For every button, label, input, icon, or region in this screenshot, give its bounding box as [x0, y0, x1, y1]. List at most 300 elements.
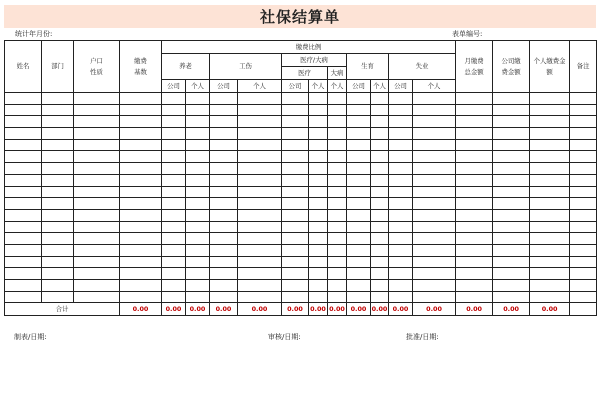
- table-cell[interactable]: [162, 256, 186, 268]
- table-cell[interactable]: [570, 163, 597, 175]
- table-cell[interactable]: [371, 174, 389, 186]
- table-cell[interactable]: [162, 221, 186, 233]
- table-cell[interactable]: [210, 116, 238, 128]
- table-cell[interactable]: [389, 174, 413, 186]
- table-cell[interactable]: [186, 209, 210, 221]
- table-cell[interactable]: [371, 268, 389, 280]
- table-cell[interactable]: [210, 233, 238, 245]
- table-cell[interactable]: [309, 128, 328, 140]
- table-cell[interactable]: [120, 268, 162, 280]
- table-cell[interactable]: [5, 174, 42, 186]
- table-cell[interactable]: [371, 233, 389, 245]
- table-cell[interactable]: [413, 151, 456, 163]
- table-cell[interactable]: [530, 116, 570, 128]
- table-cell[interactable]: [493, 186, 530, 198]
- table-cell[interactable]: [120, 128, 162, 140]
- table-cell[interactable]: [456, 256, 493, 268]
- table-cell[interactable]: [120, 174, 162, 186]
- table-cell[interactable]: [570, 104, 597, 116]
- table-cell[interactable]: [5, 209, 42, 221]
- table-cell[interactable]: [309, 163, 328, 175]
- table-cell[interactable]: [309, 104, 328, 116]
- table-cell[interactable]: [413, 174, 456, 186]
- table-cell[interactable]: [328, 151, 347, 163]
- table-cell[interactable]: [371, 151, 389, 163]
- table-cell[interactable]: [456, 93, 493, 105]
- table-cell[interactable]: [186, 256, 210, 268]
- table-cell[interactable]: [186, 280, 210, 292]
- table-cell[interactable]: [493, 151, 530, 163]
- table-cell[interactable]: [162, 174, 186, 186]
- table-cell[interactable]: [456, 163, 493, 175]
- table-cell[interactable]: [530, 186, 570, 198]
- table-cell[interactable]: [530, 128, 570, 140]
- table-cell[interactable]: [309, 268, 328, 280]
- table-cell[interactable]: [186, 116, 210, 128]
- table-cell[interactable]: [5, 151, 42, 163]
- table-cell[interactable]: [493, 139, 530, 151]
- table-cell[interactable]: [530, 139, 570, 151]
- table-cell[interactable]: [238, 209, 282, 221]
- table-cell[interactable]: [282, 221, 309, 233]
- table-cell[interactable]: [371, 116, 389, 128]
- table-cell[interactable]: [282, 186, 309, 198]
- table-cell[interactable]: [210, 221, 238, 233]
- table-cell[interactable]: [328, 209, 347, 221]
- table-cell[interactable]: [5, 256, 42, 268]
- table-cell[interactable]: [389, 244, 413, 256]
- table-cell[interactable]: [74, 174, 120, 186]
- table-cell[interactable]: [456, 139, 493, 151]
- table-cell[interactable]: [456, 268, 493, 280]
- table-cell[interactable]: [120, 198, 162, 210]
- table-cell[interactable]: [74, 128, 120, 140]
- table-cell[interactable]: [493, 280, 530, 292]
- table-cell[interactable]: [456, 174, 493, 186]
- table-cell[interactable]: [389, 104, 413, 116]
- table-cell[interactable]: [42, 116, 74, 128]
- table-cell[interactable]: [328, 116, 347, 128]
- table-cell[interactable]: [530, 221, 570, 233]
- table-cell[interactable]: [371, 163, 389, 175]
- table-cell[interactable]: [74, 116, 120, 128]
- table-cell[interactable]: [238, 244, 282, 256]
- table-cell[interactable]: [309, 186, 328, 198]
- table-cell[interactable]: [186, 128, 210, 140]
- table-cell[interactable]: [530, 209, 570, 221]
- table-cell[interactable]: [493, 128, 530, 140]
- table-cell[interactable]: [456, 198, 493, 210]
- table-cell[interactable]: [570, 268, 597, 280]
- table-cell[interactable]: [282, 163, 309, 175]
- table-cell[interactable]: [570, 116, 597, 128]
- table-cell[interactable]: [371, 139, 389, 151]
- table-cell[interactable]: [309, 221, 328, 233]
- table-cell[interactable]: [186, 104, 210, 116]
- table-cell[interactable]: [389, 221, 413, 233]
- table-cell[interactable]: [162, 139, 186, 151]
- table-cell[interactable]: [413, 163, 456, 175]
- table-cell[interactable]: [493, 244, 530, 256]
- table-cell[interactable]: [413, 268, 456, 280]
- table-cell[interactable]: [371, 209, 389, 221]
- table-cell[interactable]: [186, 221, 210, 233]
- table-cell[interactable]: [210, 104, 238, 116]
- table-cell[interactable]: [210, 186, 238, 198]
- table-cell[interactable]: [74, 221, 120, 233]
- table-cell[interactable]: [282, 104, 309, 116]
- table-cell[interactable]: [530, 256, 570, 268]
- table-cell[interactable]: [42, 163, 74, 175]
- table-cell[interactable]: [5, 221, 42, 233]
- table-cell[interactable]: [120, 116, 162, 128]
- table-cell[interactable]: [413, 280, 456, 292]
- table-cell[interactable]: [74, 93, 120, 105]
- table-cell[interactable]: [162, 104, 186, 116]
- table-cell[interactable]: [413, 116, 456, 128]
- table-cell[interactable]: [309, 256, 328, 268]
- table-cell[interactable]: [570, 151, 597, 163]
- table-cell[interactable]: [42, 256, 74, 268]
- table-cell[interactable]: [162, 198, 186, 210]
- table-cell[interactable]: [282, 233, 309, 245]
- table-cell[interactable]: [210, 291, 238, 303]
- table-cell[interactable]: [570, 209, 597, 221]
- table-cell[interactable]: [456, 116, 493, 128]
- table-cell[interactable]: [282, 198, 309, 210]
- table-cell[interactable]: [186, 93, 210, 105]
- table-cell[interactable]: [282, 244, 309, 256]
- table-cell[interactable]: [42, 233, 74, 245]
- table-cell[interactable]: [74, 198, 120, 210]
- table-cell[interactable]: [42, 221, 74, 233]
- table-cell[interactable]: [282, 256, 309, 268]
- table-cell[interactable]: [282, 139, 309, 151]
- table-cell[interactable]: [328, 104, 347, 116]
- table-cell[interactable]: [186, 151, 210, 163]
- table-cell[interactable]: [371, 256, 389, 268]
- table-cell[interactable]: [282, 280, 309, 292]
- table-cell[interactable]: [238, 221, 282, 233]
- table-cell[interactable]: [413, 209, 456, 221]
- table-cell[interactable]: [120, 256, 162, 268]
- table-cell[interactable]: [456, 186, 493, 198]
- table-cell[interactable]: [309, 116, 328, 128]
- table-cell[interactable]: [282, 151, 309, 163]
- table-cell[interactable]: [5, 233, 42, 245]
- table-cell[interactable]: [328, 139, 347, 151]
- table-cell[interactable]: [371, 291, 389, 303]
- table-cell[interactable]: [413, 244, 456, 256]
- table-cell[interactable]: [328, 128, 347, 140]
- table-cell[interactable]: [389, 209, 413, 221]
- table-cell[interactable]: [456, 104, 493, 116]
- table-cell[interactable]: [530, 198, 570, 210]
- table-cell[interactable]: [162, 151, 186, 163]
- table-cell[interactable]: [74, 151, 120, 163]
- table-cell[interactable]: [238, 256, 282, 268]
- table-cell[interactable]: [371, 244, 389, 256]
- table-cell[interactable]: [210, 163, 238, 175]
- table-cell[interactable]: [413, 291, 456, 303]
- table-cell[interactable]: [238, 233, 282, 245]
- table-cell[interactable]: [210, 268, 238, 280]
- table-cell[interactable]: [371, 128, 389, 140]
- table-cell[interactable]: [5, 280, 42, 292]
- table-cell[interactable]: [238, 198, 282, 210]
- table-cell[interactable]: [371, 104, 389, 116]
- table-cell[interactable]: [493, 198, 530, 210]
- table-cell[interactable]: [570, 186, 597, 198]
- table-cell[interactable]: [371, 186, 389, 198]
- table-cell[interactable]: [186, 186, 210, 198]
- table-cell[interactable]: [74, 268, 120, 280]
- table-cell[interactable]: [309, 174, 328, 186]
- table-cell[interactable]: [186, 244, 210, 256]
- table-cell[interactable]: [210, 256, 238, 268]
- table-cell[interactable]: [162, 291, 186, 303]
- table-cell[interactable]: [347, 174, 371, 186]
- table-cell[interactable]: [493, 116, 530, 128]
- table-cell[interactable]: [282, 209, 309, 221]
- table-cell[interactable]: [456, 233, 493, 245]
- table-cell[interactable]: [493, 93, 530, 105]
- table-cell[interactable]: [413, 198, 456, 210]
- table-cell[interactable]: [120, 186, 162, 198]
- table-cell[interactable]: [389, 93, 413, 105]
- table-cell[interactable]: [456, 128, 493, 140]
- table-cell[interactable]: [238, 163, 282, 175]
- table-cell[interactable]: [74, 163, 120, 175]
- table-cell[interactable]: [5, 198, 42, 210]
- table-cell[interactable]: [238, 268, 282, 280]
- table-cell[interactable]: [530, 268, 570, 280]
- table-cell[interactable]: [42, 104, 74, 116]
- table-cell[interactable]: [371, 221, 389, 233]
- table-cell[interactable]: [162, 209, 186, 221]
- table-cell[interactable]: [42, 244, 74, 256]
- table-cell[interactable]: [74, 186, 120, 198]
- table-cell[interactable]: [328, 198, 347, 210]
- table-cell[interactable]: [347, 221, 371, 233]
- table-cell[interactable]: [493, 104, 530, 116]
- table-cell[interactable]: [389, 186, 413, 198]
- table-cell[interactable]: [186, 139, 210, 151]
- table-cell[interactable]: [347, 139, 371, 151]
- table-cell[interactable]: [530, 233, 570, 245]
- table-cell[interactable]: [162, 244, 186, 256]
- table-cell[interactable]: [456, 280, 493, 292]
- table-cell[interactable]: [530, 291, 570, 303]
- table-cell[interactable]: [74, 233, 120, 245]
- table-cell[interactable]: [42, 151, 74, 163]
- table-cell[interactable]: [186, 268, 210, 280]
- table-cell[interactable]: [120, 93, 162, 105]
- table-cell[interactable]: [530, 163, 570, 175]
- table-cell[interactable]: [570, 139, 597, 151]
- table-cell[interactable]: [238, 128, 282, 140]
- table-cell[interactable]: [309, 291, 328, 303]
- table-cell[interactable]: [162, 116, 186, 128]
- table-cell[interactable]: [5, 128, 42, 140]
- table-cell[interactable]: [570, 256, 597, 268]
- table-cell[interactable]: [530, 104, 570, 116]
- table-cell[interactable]: [530, 280, 570, 292]
- table-cell[interactable]: [570, 221, 597, 233]
- table-cell[interactable]: [413, 221, 456, 233]
- table-cell[interactable]: [282, 93, 309, 105]
- table-cell[interactable]: [282, 128, 309, 140]
- table-cell[interactable]: [42, 186, 74, 198]
- table-cell[interactable]: [570, 174, 597, 186]
- table-cell[interactable]: [493, 221, 530, 233]
- table-cell[interactable]: [162, 93, 186, 105]
- table-cell[interactable]: [186, 163, 210, 175]
- table-cell[interactable]: [238, 151, 282, 163]
- table-cell[interactable]: [210, 174, 238, 186]
- table-cell[interactable]: [413, 104, 456, 116]
- table-cell[interactable]: [328, 256, 347, 268]
- table-cell[interactable]: [347, 280, 371, 292]
- table-cell[interactable]: [42, 139, 74, 151]
- table-cell[interactable]: [570, 244, 597, 256]
- table-cell[interactable]: [328, 186, 347, 198]
- table-cell[interactable]: [413, 186, 456, 198]
- table-cell[interactable]: [530, 151, 570, 163]
- table-cell[interactable]: [570, 93, 597, 105]
- table-cell[interactable]: [309, 151, 328, 163]
- table-cell[interactable]: [210, 244, 238, 256]
- table-cell[interactable]: [328, 268, 347, 280]
- table-cell[interactable]: [162, 163, 186, 175]
- table-cell[interactable]: [5, 104, 42, 116]
- table-cell[interactable]: [42, 128, 74, 140]
- table-cell[interactable]: [74, 139, 120, 151]
- table-cell[interactable]: [456, 244, 493, 256]
- table-cell[interactable]: [74, 244, 120, 256]
- table-cell[interactable]: [371, 280, 389, 292]
- table-cell[interactable]: [210, 209, 238, 221]
- table-cell[interactable]: [186, 198, 210, 210]
- table-cell[interactable]: [328, 174, 347, 186]
- table-cell[interactable]: [282, 291, 309, 303]
- table-cell[interactable]: [347, 104, 371, 116]
- table-cell[interactable]: [309, 280, 328, 292]
- table-cell[interactable]: [238, 291, 282, 303]
- table-cell[interactable]: [389, 116, 413, 128]
- table-cell[interactable]: [162, 186, 186, 198]
- table-cell[interactable]: [162, 268, 186, 280]
- table-cell[interactable]: [389, 139, 413, 151]
- table-cell[interactable]: [389, 280, 413, 292]
- table-cell[interactable]: [238, 280, 282, 292]
- table-cell[interactable]: [347, 209, 371, 221]
- table-cell[interactable]: [570, 233, 597, 245]
- table-cell[interactable]: [42, 268, 74, 280]
- table-cell[interactable]: [42, 93, 74, 105]
- table-cell[interactable]: [328, 244, 347, 256]
- table-cell[interactable]: [74, 209, 120, 221]
- table-cell[interactable]: [210, 280, 238, 292]
- table-cell[interactable]: [493, 163, 530, 175]
- table-cell[interactable]: [309, 198, 328, 210]
- table-cell[interactable]: [186, 291, 210, 303]
- table-cell[interactable]: [210, 128, 238, 140]
- table-cell[interactable]: [120, 291, 162, 303]
- table-cell[interactable]: [5, 93, 42, 105]
- table-cell[interactable]: [530, 244, 570, 256]
- table-cell[interactable]: [413, 93, 456, 105]
- table-cell[interactable]: [530, 174, 570, 186]
- table-cell[interactable]: [347, 244, 371, 256]
- table-cell[interactable]: [5, 163, 42, 175]
- table-cell[interactable]: [120, 280, 162, 292]
- table-cell[interactable]: [210, 139, 238, 151]
- table-cell[interactable]: [493, 291, 530, 303]
- table-cell[interactable]: [413, 256, 456, 268]
- table-cell[interactable]: [238, 93, 282, 105]
- table-cell[interactable]: [309, 209, 328, 221]
- table-cell[interactable]: [74, 256, 120, 268]
- table-cell[interactable]: [389, 291, 413, 303]
- table-cell[interactable]: [328, 93, 347, 105]
- table-cell[interactable]: [570, 198, 597, 210]
- table-cell[interactable]: [5, 244, 42, 256]
- table-cell[interactable]: [120, 221, 162, 233]
- table-cell[interactable]: [413, 233, 456, 245]
- table-cell[interactable]: [389, 268, 413, 280]
- table-cell[interactable]: [238, 116, 282, 128]
- table-cell[interactable]: [238, 139, 282, 151]
- table-cell[interactable]: [347, 128, 371, 140]
- table-cell[interactable]: [456, 221, 493, 233]
- table-cell[interactable]: [347, 163, 371, 175]
- table-cell[interactable]: [186, 233, 210, 245]
- table-cell[interactable]: [570, 128, 597, 140]
- table-cell[interactable]: [347, 291, 371, 303]
- table-cell[interactable]: [493, 268, 530, 280]
- table-cell[interactable]: [347, 116, 371, 128]
- table-cell[interactable]: [5, 268, 42, 280]
- table-cell[interactable]: [456, 151, 493, 163]
- table-cell[interactable]: [309, 139, 328, 151]
- table-cell[interactable]: [347, 256, 371, 268]
- table-cell[interactable]: [162, 233, 186, 245]
- table-cell[interactable]: [120, 244, 162, 256]
- table-cell[interactable]: [570, 291, 597, 303]
- table-cell[interactable]: [282, 268, 309, 280]
- table-cell[interactable]: [74, 280, 120, 292]
- table-cell[interactable]: [162, 128, 186, 140]
- table-cell[interactable]: [389, 151, 413, 163]
- table-cell[interactable]: [309, 93, 328, 105]
- table-cell[interactable]: [42, 209, 74, 221]
- table-cell[interactable]: [74, 291, 120, 303]
- table-cell[interactable]: [328, 291, 347, 303]
- table-cell[interactable]: [186, 174, 210, 186]
- table-cell[interactable]: [530, 93, 570, 105]
- table-cell[interactable]: [5, 139, 42, 151]
- table-cell[interactable]: [282, 116, 309, 128]
- table-cell[interactable]: [389, 198, 413, 210]
- table-cell[interactable]: [389, 128, 413, 140]
- table-cell[interactable]: [120, 163, 162, 175]
- table-cell[interactable]: [493, 209, 530, 221]
- table-cell[interactable]: [42, 198, 74, 210]
- table-cell[interactable]: [413, 128, 456, 140]
- table-cell[interactable]: [210, 93, 238, 105]
- table-cell[interactable]: [5, 186, 42, 198]
